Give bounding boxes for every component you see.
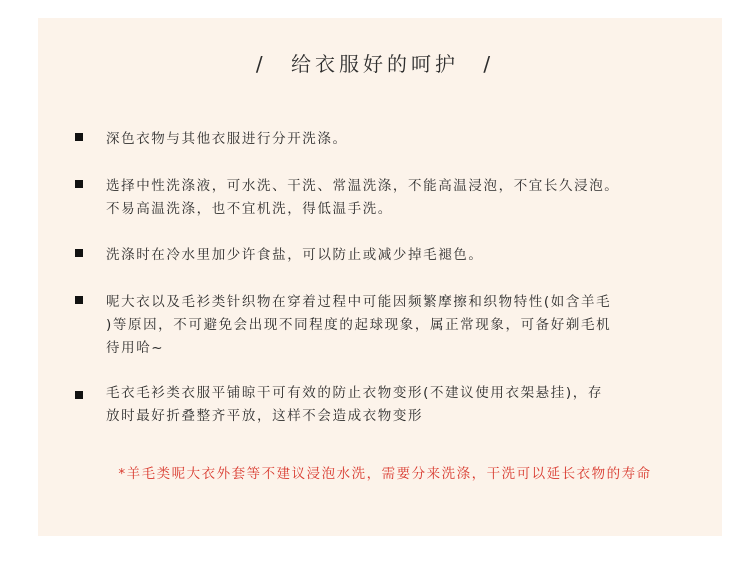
warning-footnote: *羊毛类呢大衣外套等不建议浸泡水洗，需要分来洗涤，干洗可以延长衣物的寿命 [118,466,652,482]
care-item-line: 不易高温洗涤，也不宜机洗，得低温手洗。 [106,201,393,217]
care-item-text [106,382,696,428]
care-item-text [106,244,696,267]
care-item-text [106,128,696,151]
square-bullet-icon [75,391,83,399]
care-item-text [106,175,696,221]
square-bullet-icon [75,133,83,141]
care-item-line: 毛衣毛衫类衣服平铺晾干可有效的防止衣物变形(不建议使用衣架悬挂)，存 [106,385,603,401]
care-item-line: 深色衣物与其他衣服进行分开洗涤。 [106,131,348,147]
care-item-line: 放时最好折叠整齐平放，这样不会造成衣物变形 [106,408,424,424]
care-item-line: 呢大衣以及毛衫类针织物在穿着过程中可能因频繁摩擦和织物特性(如含羊毛 [106,294,612,310]
care-item-line: 选择中性洗涤液，可水洗、干洗、常温洗涤，不能高温浸泡，不宜长久浸泡。 [106,178,620,194]
title-suffix: / [483,52,495,76]
square-bullet-icon [75,180,83,188]
page-title [0,48,750,77]
square-bullet-icon [75,249,83,257]
care-item-text [106,291,696,360]
title-prefix: / [255,52,267,76]
care-item-line: )等原因，不可避免会出现不同程度的起球现象，属正常现象，可备好剃毛机 [106,317,612,333]
care-item-line: 待用哈~ [106,340,165,356]
title-text: 给衣服好的呵护 [291,52,459,76]
square-bullet-icon [75,296,83,304]
care-card [38,18,722,536]
care-item-line: 洗涤时在冷水里加少许食盐，可以防止或减少掉毛褪色。 [106,247,484,263]
